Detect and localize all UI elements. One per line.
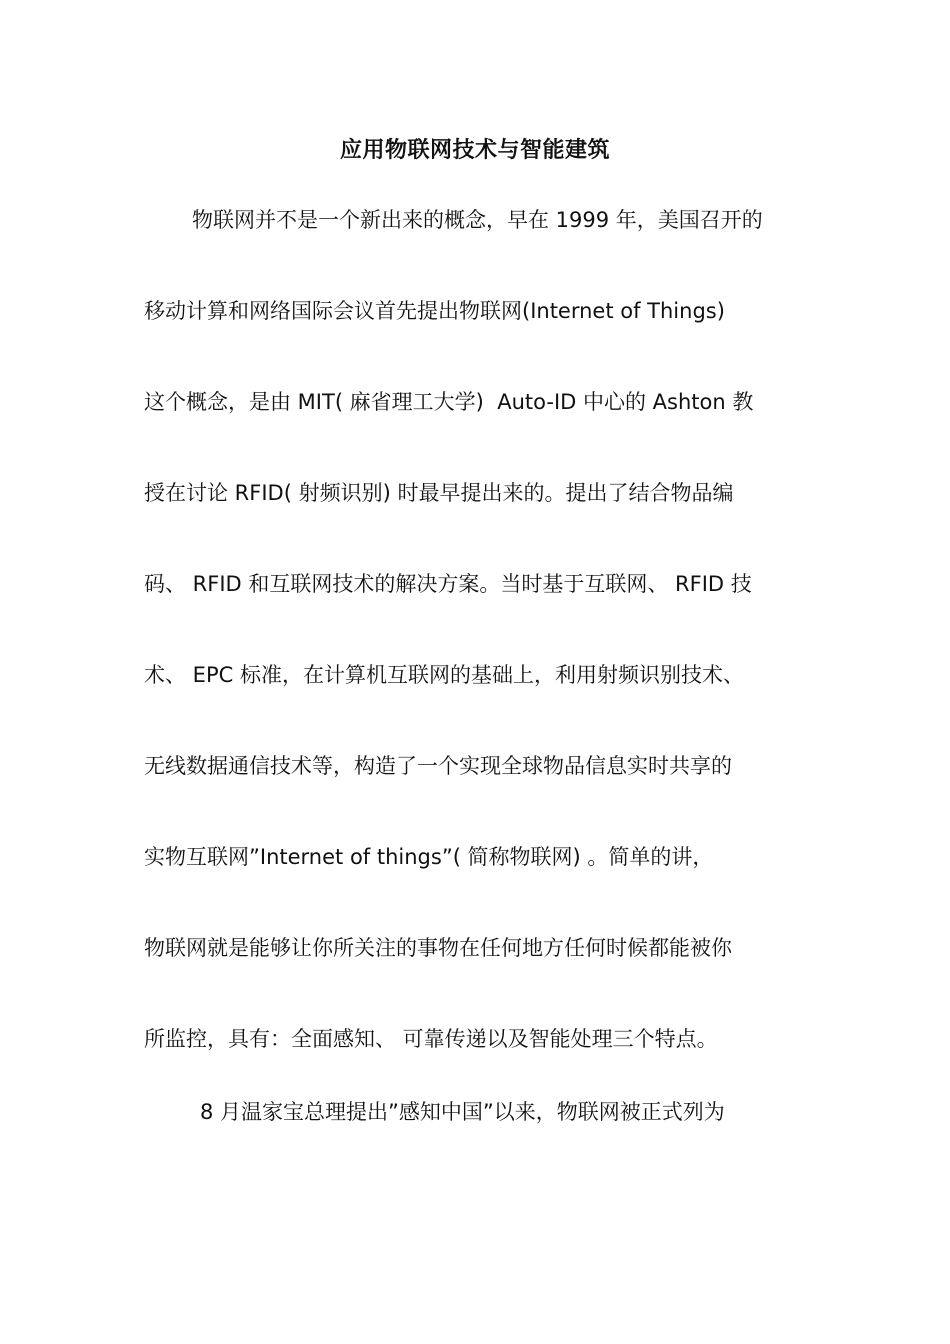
paragraph-2-line-1: 8 月温家宝总理提出”感知中国”以来，物联网被正式列为	[200, 1100, 725, 1124]
paragraph-1-line-10: 所监控，具有：全面感知、 可靠传递以及智能处理三个特点。	[144, 1027, 718, 1051]
paragraph-1-line-3: 这个概念，是由 MIT( 麻省理工大学) Auto-ID 中心的 Ashton 教	[144, 390, 754, 414]
paragraph-1-line-9: 物联网就是能够让你所关注的事物在任何地方任何时候都能被你	[144, 936, 732, 960]
paragraph-1-line-4: 授在讨论 RFID( 射频识别) 时最早提出来的。提出了结合物品编	[144, 481, 734, 505]
paragraph-1-line-2: 移动计算和网络国际会议首先提出物联网(Internet of Things)	[144, 299, 725, 323]
document-title: 应用物联网技术与智能建筑	[339, 138, 610, 163]
paragraph-1-line-7: 无线数据通信技术等，构造了一个实现全球物品信息实时共享的	[144, 754, 732, 778]
paragraph-1-line-1: 物联网并不是一个新出来的概念，早在 1999 年，美国召开的	[192, 208, 763, 232]
paragraph-1-line-8: 实物互联网”Internet of things”( 简称物联网) 。简单的讲，	[144, 845, 714, 869]
paragraph-1-line-6: 术、 EPC 标准，在计算机互联网的基础上，利用射频识别技术、	[144, 663, 744, 687]
paragraph-1-line-5: 码、 RFID 和互联网技术的解决方案。当时基于互联网、 RFID 技	[144, 572, 752, 596]
